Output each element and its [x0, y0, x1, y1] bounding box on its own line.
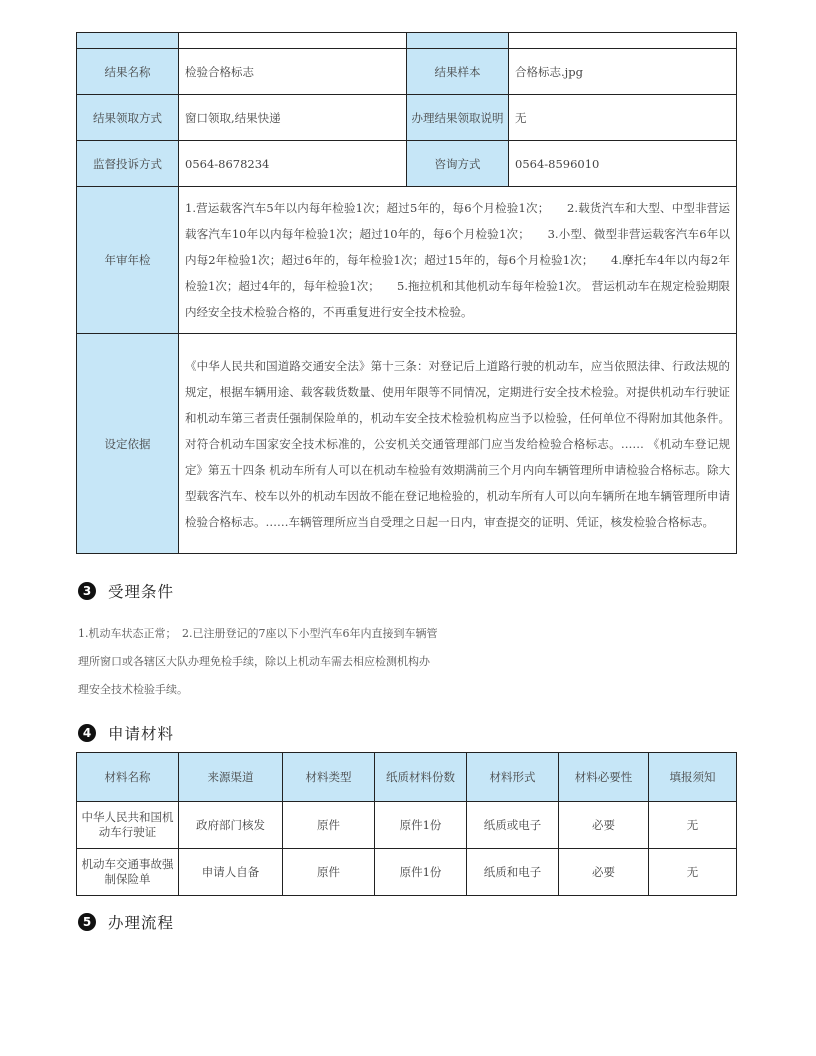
col-header-form: 材料形式 — [467, 753, 559, 802]
table-row-annual-inspection — [77, 187, 737, 334]
legal-basis-text: 《中华人民共和国道路交通安全法》第十三条：对登记后上道路行驶的机动车，应当依照法律、行政法规的规定，根据车辆用途、载客载货数量、使用年限等不同情况，定期进行安全技术检验。对提供机动车行驶证和机动车第三者责任强制保险单的，机动车安全技术检验机构应当予以检验，任何单位不得附加其他条件。对符合机动车国家安全技术标准的，公安机关交通管理部门应当发给检验合格标志。…… 《机动车登记规定》第五十四条 机动车所有人可以在机动车检验有效期满前三个月内向车辆管理所申请检验合格标志。除大型载客汽车、校车以外的机动车因故不能在登记地检验的，机动车所有人可以向车辆所在地车辆管理所申请检验合格标志。……车辆管理所应当自受理之日起一日内，审查提交的证明、凭证，核发检验合格标志。 — [179, 334, 737, 554]
section-number-badge: 4 — [78, 724, 96, 742]
condition-line: 理安全技术检验手续。 — [78, 683, 188, 696]
section-number-badge: 5 — [78, 913, 96, 931]
col-header-source: 来源渠道 — [179, 753, 283, 802]
complaint-label: 监督投诉方式 — [77, 141, 179, 187]
material-necessity: 必要 — [559, 849, 649, 896]
table-row-legal-basis — [77, 334, 737, 554]
section-title: 申请材料 — [108, 725, 175, 743]
table-row-top-partial — [77, 33, 737, 49]
section-process-flow — [78, 910, 174, 934]
material-name: 中华人民共和国机动车行驶证 — [77, 802, 179, 849]
col-header-copies: 纸质材料份数 — [375, 753, 467, 802]
consult-phone: 0564-8596010 — [509, 141, 737, 187]
condition-line: 理所窗口或各辖区大队办理免检手续，除以上机动车需去相应检测机构办 — [78, 655, 430, 668]
pickup-method-label: 结果领取方式 — [77, 95, 179, 141]
result-sample-value[interactable]: 合格标志.jpg — [509, 49, 737, 95]
material-form: 纸质和电子 — [467, 849, 559, 896]
section-number-badge: 3 — [78, 582, 96, 600]
table-row-contact — [77, 141, 737, 187]
section-title: 办理流程 — [108, 914, 175, 932]
section-acceptance-conditions — [78, 579, 174, 603]
acceptance-conditions-text — [78, 620, 478, 704]
material-source: 申请人自备 — [179, 849, 283, 896]
material-name: 机动车交通事故强制保险单 — [77, 849, 179, 896]
annual-inspection-label: 年审年检 — [77, 187, 179, 334]
legal-basis-label: 设定依据 — [77, 334, 179, 554]
material-necessity: 必要 — [559, 802, 649, 849]
col-header-notes: 填报须知 — [649, 753, 737, 802]
material-type: 原件 — [283, 802, 375, 849]
table-row-result-name — [77, 49, 737, 95]
result-sample-label: 结果样本 — [407, 49, 509, 95]
section-application-materials — [78, 721, 174, 745]
partial-value-cell — [179, 33, 407, 49]
result-name-value: 检验合格标志 — [179, 49, 407, 95]
result-info-table — [76, 32, 737, 554]
consult-label: 咨询方式 — [407, 141, 509, 187]
material-copies: 原件1份 — [375, 849, 467, 896]
col-header-necessity: 材料必要性 — [559, 753, 649, 802]
table-row — [77, 849, 737, 896]
material-source: 政府部门核发 — [179, 802, 283, 849]
partial-label-cell — [77, 33, 179, 49]
pickup-note-value: 无 — [509, 95, 737, 141]
materials-table — [76, 752, 737, 896]
condition-line: 1.机动车状态正常； 2.已注册登记的7座以下小型汽车6年内直接到车辆管 — [78, 627, 438, 640]
material-notes: 无 — [649, 802, 737, 849]
col-header-type: 材料类型 — [283, 753, 375, 802]
complaint-phone: 0564-8678234 — [179, 141, 407, 187]
materials-header-row — [77, 753, 737, 802]
material-form: 纸质或电子 — [467, 802, 559, 849]
partial-value-cell — [509, 33, 737, 49]
table-row-pickup — [77, 95, 737, 141]
table-row — [77, 802, 737, 849]
result-name-label: 结果名称 — [77, 49, 179, 95]
pickup-note-label: 办理结果领取说明 — [407, 95, 509, 141]
col-header-name: 材料名称 — [77, 753, 179, 802]
material-copies: 原件1份 — [375, 802, 467, 849]
partial-label-cell — [407, 33, 509, 49]
pickup-method-value: 窗口领取,结果快递 — [179, 95, 407, 141]
section-title: 受理条件 — [108, 583, 175, 601]
material-type: 原件 — [283, 849, 375, 896]
material-notes: 无 — [649, 849, 737, 896]
annual-inspection-text: 1.营运载客汽车5年以内每年检验1次；超过5年的，每6个月检验1次； 2.载货汽车和大型、中型非营运载客汽车10年以内每年检验1次；超过10年的，每6个月检验1次； 3.小型、微型非营运载客汽车6年以内每2年检验1次；超过6年的，每年检验1次；超过15年的，每6个月检验1次； 4.摩托车4年以内每2年检验1次；超过4年的，每年检验1次； 5.拖拉机和其他机动车每年检验1次。 营运机动车在规定检验期限内经安全技术检验合格的，不再重复进行安全技术检验。 — [179, 187, 737, 334]
